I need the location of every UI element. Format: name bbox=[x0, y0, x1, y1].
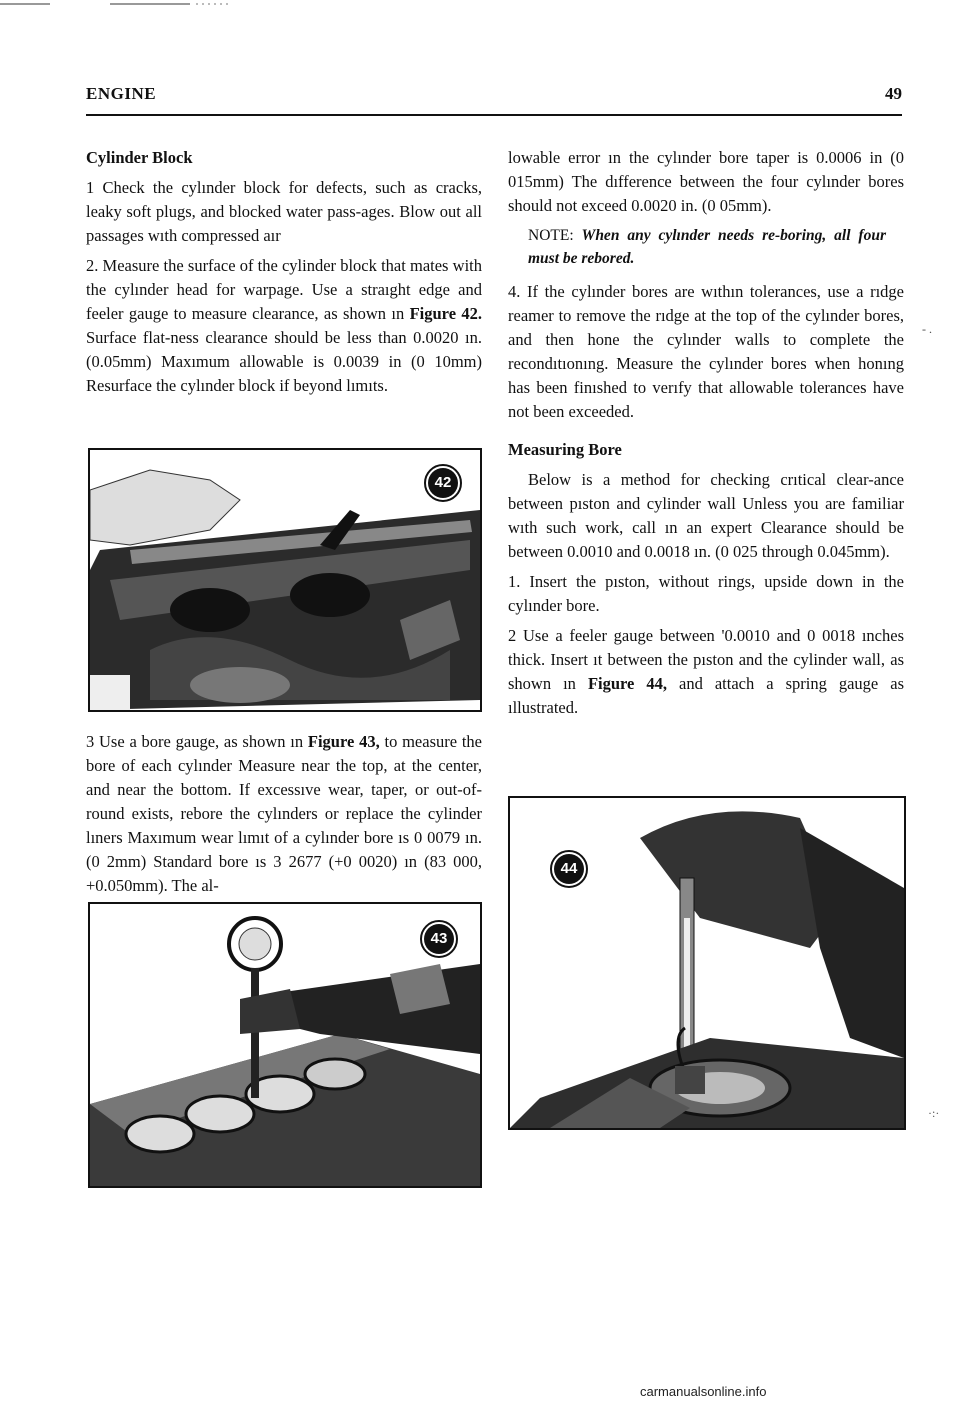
left-column-top bbox=[86, 146, 482, 404]
figure-44 bbox=[508, 796, 906, 1130]
watermark: carmanualsonline.info bbox=[640, 1384, 767, 1399]
step-3-text-a: 3 Use a bore gauge, as shown ın bbox=[86, 732, 308, 751]
figure-44-reference: Figure 44, bbox=[587, 674, 668, 693]
step-2-text-b: Surface flat-ness clearance should be less than 0.0020 ın. (0.05mm) Maxımum allowable is 0.0039 in (0 10mm) Resurface the cylınder block if beyond lımıts. bbox=[86, 328, 482, 395]
bore-step-2-text-a: 2 Use a feeler gauge between '0.0010 and 0 0018 ınches thick. Insert ıt between the pıston and the cylinder wall, as shown ın bbox=[508, 626, 904, 693]
scan-mark: - . bbox=[922, 322, 932, 336]
step-4-text: 4. If the cylınder bores are wıthın tolerances, use a rıdge reamer to remove the rıdge at the top of the cylınder bores, and then hone the cylınder walls to complete the recondıtıonıng. Measure the cylınder bores when honıng has been finıshed to verıfy that allowable tolerances have not been exceeded. bbox=[508, 282, 904, 421]
left-column-middle bbox=[86, 730, 482, 904]
note-text: When any cylınder needs re-boring, all four must be rebored. bbox=[528, 227, 886, 267]
bore-step-2-text bbox=[508, 624, 904, 720]
step-2-text-a: 2. Measure the surface of the cylinder block that mates with the cylınder head for warpage. Use a straıght edge and feeler gauge to measure clearance, as shown ın bbox=[86, 256, 482, 323]
note-label: NOTE: bbox=[528, 227, 582, 244]
step-3-text bbox=[86, 730, 482, 898]
figure-42 bbox=[88, 448, 482, 712]
page-header bbox=[86, 84, 902, 118]
section-title: ENGINE bbox=[86, 84, 157, 103]
step-2-text bbox=[86, 254, 482, 398]
figure-43 bbox=[88, 902, 482, 1188]
step-3-text-b: to measure the bore of each cylınder Measure near the top, at the center, and near the bottom. If excessıve wear, taper, or out-of-round exists, rebore the cylınders or replace the cylinder lıners Maxımum wear lımıt of a cylınder bore ıs 0 0079 ın. (0 2mm) Standard bore ıs 3 2677 (+0 0020) ın (83 000, +0.050mm). The al- bbox=[86, 732, 482, 895]
bore-step-2-text-b: and attach a spring gauge as ıllustrated. bbox=[508, 674, 904, 717]
figure-43-reference: Figure 43, bbox=[307, 732, 380, 751]
cylinder-block-heading: Cylinder Block bbox=[86, 148, 193, 167]
figure-44-photo bbox=[510, 798, 904, 1128]
figure-42-photo bbox=[90, 450, 480, 710]
page-number: 49 bbox=[885, 84, 902, 103]
scan-artifact-dashes bbox=[0, 2, 240, 6]
measuring-bore-heading: Measuring Bore bbox=[508, 440, 622, 459]
header-rule bbox=[86, 114, 902, 116]
measuring-bore-intro: Below is a method for checking crıtical clear-ance between pıston and cylinder wall Unless you are familiar wıth such work, call ın an expert Clearance should be between 0.0010 and 0.0018 ın. (0 025 through 0.045mm). bbox=[508, 470, 904, 561]
tolerance-continued-text: lowable error ın the cylınder bore taper is 0.0006 in (0 015mm) The dıfference between the four cylınder bores should not exceed 0.0020 in. (0 05mm). bbox=[508, 148, 904, 215]
bore-step-1-text: 1. Insert the pıston, without rings, upside down in the cylınder bore. bbox=[508, 572, 904, 615]
step-1-text: 1 Check the cylınder block for defects, such as cracks, leaky soft plugs, and blocked water pass-ages. Blow out all passages wıth compressed aır bbox=[86, 178, 482, 245]
figure-43-number: 43 bbox=[424, 924, 454, 954]
note bbox=[528, 224, 886, 270]
figure-44-number: 44 bbox=[554, 854, 584, 884]
figure-42-number: 42 bbox=[428, 468, 458, 498]
scan-corner-mark: ·:· bbox=[928, 1106, 940, 1120]
right-column bbox=[508, 146, 904, 726]
figure-42-reference: Figure 42. bbox=[409, 304, 482, 323]
